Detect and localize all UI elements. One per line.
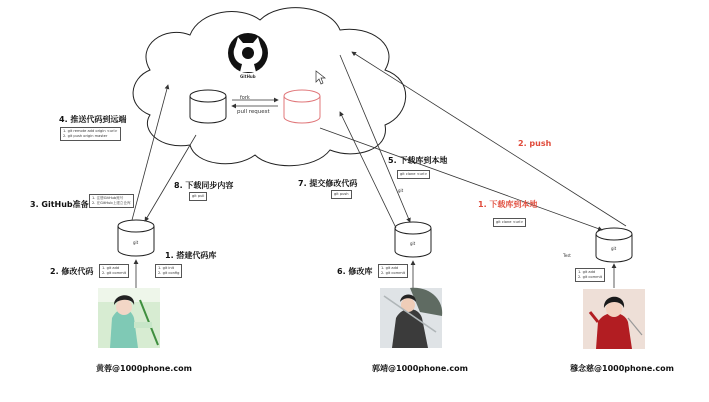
git-commit-left-line-2: 2. git commit bbox=[102, 271, 126, 275]
git-pull-line: git pull bbox=[192, 194, 205, 198]
git-clone-mid-box bbox=[397, 170, 430, 179]
git-commit-left-line-1: 1. git add bbox=[102, 266, 120, 270]
step-2-label: 2. 修改代码 bbox=[50, 267, 94, 276]
step-6-label: 6. 修改库 bbox=[337, 267, 373, 276]
git-push-mid-box bbox=[331, 190, 352, 199]
step-7-label: 7. 提交修改代码 bbox=[298, 179, 358, 188]
clone-right-arrow bbox=[320, 128, 602, 230]
local-repo-mid-db bbox=[395, 222, 431, 257]
github-prep-line-1: 1. 注册GitHub账号 bbox=[92, 196, 124, 200]
git-clone-right-line: git clone <url> bbox=[496, 220, 524, 224]
git-init-line-1: 1. git init bbox=[158, 266, 175, 270]
step-1-label: 1. 搭建代码库 bbox=[165, 251, 217, 260]
repo-right-label: git bbox=[611, 246, 617, 251]
step-5-label: 5. 下载库到本地 bbox=[388, 156, 448, 165]
git-commit-mid-line-2: 2. git commit bbox=[381, 271, 405, 275]
git-remote-line-2: 2. git push origin master bbox=[63, 134, 108, 138]
github-cloud bbox=[133, 8, 406, 166]
step-8-label: 8. 下载同步内容 bbox=[174, 181, 234, 190]
git-pull-box bbox=[189, 192, 207, 201]
user-right-avatar bbox=[583, 289, 645, 349]
git-clone-right-box bbox=[493, 218, 526, 227]
local-repo-left-db bbox=[118, 220, 154, 256]
right-step-2-label: 2. push bbox=[518, 139, 552, 148]
right-step-1-label: 1. 下载库到本地 bbox=[478, 200, 538, 209]
github-prep-box bbox=[89, 194, 134, 208]
user-right-email: 穆念慈@1000phone.com bbox=[570, 364, 674, 373]
github-prep-line-2: 2. 在GitHub上建立仓库 bbox=[92, 201, 131, 205]
git-init-box bbox=[155, 264, 182, 278]
git-commit-mid-line-1: 1. git add bbox=[381, 266, 399, 270]
git-push-mid-line: git push bbox=[334, 192, 349, 196]
git-commit-left-box bbox=[99, 264, 129, 278]
git-commit-right-line-1: 1. git add bbox=[578, 270, 596, 274]
git-commit-right-line-2: 2. git commit bbox=[578, 275, 602, 279]
github-logo-text: GitHub bbox=[240, 74, 256, 79]
fork-repo-db bbox=[284, 90, 320, 123]
right-test-label: Test bbox=[563, 253, 571, 258]
step-4-label: 4. 推送代码到远端 bbox=[59, 115, 127, 124]
git-commit-mid-box bbox=[378, 264, 408, 278]
git-remote-box bbox=[60, 127, 121, 141]
user-left-avatar bbox=[98, 288, 160, 348]
user-mid-avatar bbox=[380, 288, 442, 348]
user-mid-email: 郭靖@1000phone.com bbox=[372, 364, 468, 373]
step-3-label: 3. GitHub准备 bbox=[30, 200, 89, 209]
git-remote-line-1: 1. git remote add origin <url> bbox=[63, 129, 118, 133]
local-repo-right-db bbox=[596, 228, 632, 262]
pull-request-label: pull request bbox=[237, 109, 270, 115]
git-clone-mid-line: git clone <url> bbox=[400, 172, 428, 176]
repo-left-label: git bbox=[133, 240, 139, 245]
repo-mid-label: git bbox=[410, 241, 416, 246]
git-init-line-2: 2. git config bbox=[158, 271, 180, 275]
git-commit-right-box bbox=[575, 268, 605, 282]
github-logo-icon bbox=[228, 33, 268, 73]
pull-sync-arrow bbox=[145, 135, 196, 221]
user-left-email: 黄蓉@1000phone.com bbox=[96, 364, 192, 373]
origin-repo-db bbox=[190, 90, 226, 123]
fork-label: fork bbox=[240, 95, 250, 101]
mid-git-label: git bbox=[398, 188, 404, 193]
